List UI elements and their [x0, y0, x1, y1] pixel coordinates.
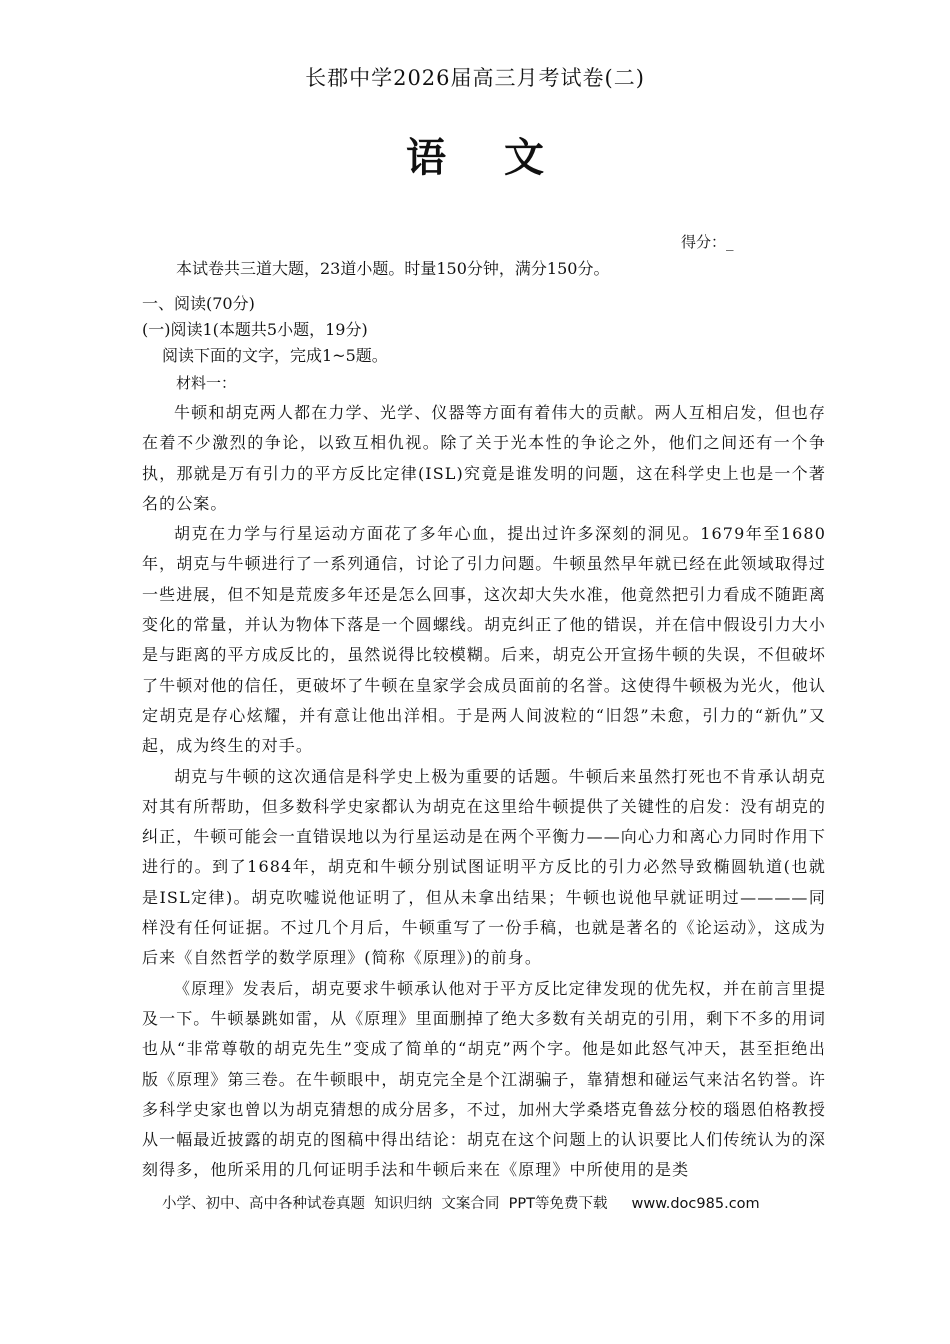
passage-paragraph: 牛顿和胡克两人都在力学、光学、仪器等方面有着伟大的贡献。两人互相启发，但也存在着不少激烈的争论，以致互相仇视。除了关于光本性的争论之外，他们之间还有一个争执，那就是万有引力的平方反比定律(ISL)究竟是谁发明的问题，这在科学史上也是一个著名的公案。	[142, 403, 826, 513]
reading-instruction: 阅读下面的文字，完成1~5题。	[162, 346, 388, 365]
passage-paragraph: 胡克在力学与行星运动方面花了多年心血，提出过许多深刻的洞见。1679年至1680年，胡克与牛顿进行了一系列通信，讨论了引力问题。牛顿虽然早年就已经在此领域取得过一些进展，但不知是荒废多年还是怎么回事，这次却大失水准，他竟然把引力看成不随距离变化的常量，并认为物体下落是一个圆螺线。胡克纠正了他的错误，并在信中假设引力大小是与距离的平方成反比的，虽然说得比较模糊。后来，胡克公开宣扬牛顿的失误，不但破坏了牛顿对他的信任，更破坏了牛顿在皇家学会成员面前的名誉。这使得牛顿极为光火，他认定胡克是存心炫耀，并有意让他出洋相。于是两人间波粒的“旧怨”未愈，引力的“新仇”又起，成为终生的对手。	[142, 524, 827, 756]
material-label: 材料一：	[176, 374, 237, 392]
reading-passage	[142, 398, 826, 1186]
section-heading: 一、阅读(70分)	[142, 294, 255, 313]
score-field: 得分：_	[681, 233, 734, 251]
subject-title: 语 文	[406, 134, 566, 181]
subsection-heading: (一)阅读1(本题共5小题，19分)	[142, 320, 368, 339]
passage-paragraph: 胡克与牛顿的这次通信是科学史上极为重要的话题。牛顿后来虽然打死也不肯承认胡克对其有所帮助，但多数科学史家都认为胡克在这里给牛顿提供了关键性的启发：没有胡克的纠正，牛顿可能会一直错误地以为行星运动是在两个平衡力——向心力和离心力同时作用下进行的。到了1684年，胡克和牛顿分别试图证明平方反比的引力必然导致椭圆轨道(也就是ISL定律)。胡克吹嘘说他证明了，但从未拿出结果；牛顿也说他早就证明过————同样没有任何证据。不过几个月后，牛顿重写了一份手稿，也就是著名的《论运动》，这成为后来《自然哲学的数学原理》(简称《原理》)的前身。	[142, 766, 827, 968]
footer-link[interactable]: www.doc985.com	[631, 1196, 760, 1212]
passage-paragraph: 《原理》发表后，胡克要求牛顿承认他对于平方反比定律发现的优先权，并在前言里提及一下。牛顿暴跳如雷，从《原理》里面删掉了绝大多数有关胡克的引用，剩下不多的用词也从“非常尊敬的胡克先生”变成了简单的“胡克”两个字。他是如此怒气冲天，甚至拒绝出版《原理》第三卷。在牛顿眼中，胡克完全是个江湖骗子，靠猜想和碰运气来沽名钓誉。许多科学史家也曾以为胡克猜想的成分居多，不过，加州大学桑塔克鲁兹分校的瑙恩伯格教授从一幅最近披露的胡克的图稿中得出结论：胡克在这个问题上的认识要比人们传统认为的深刻得多，他所采用的几何证明手法和牛顿后来在《原理》中所使用的是类	[142, 978, 827, 1180]
exam-title: 长郡中学2026届高三月考试卷(二)	[305, 66, 645, 90]
exam-instructions: 本试卷共三道大题，23道小题。时量150分钟，满分150分。	[176, 259, 610, 278]
footer-text: 小学、初中、高中各种试卷真题 知识归纳 文案合同 PPT等免费下载	[162, 1196, 608, 1212]
footer-banner	[162, 1192, 760, 1213]
